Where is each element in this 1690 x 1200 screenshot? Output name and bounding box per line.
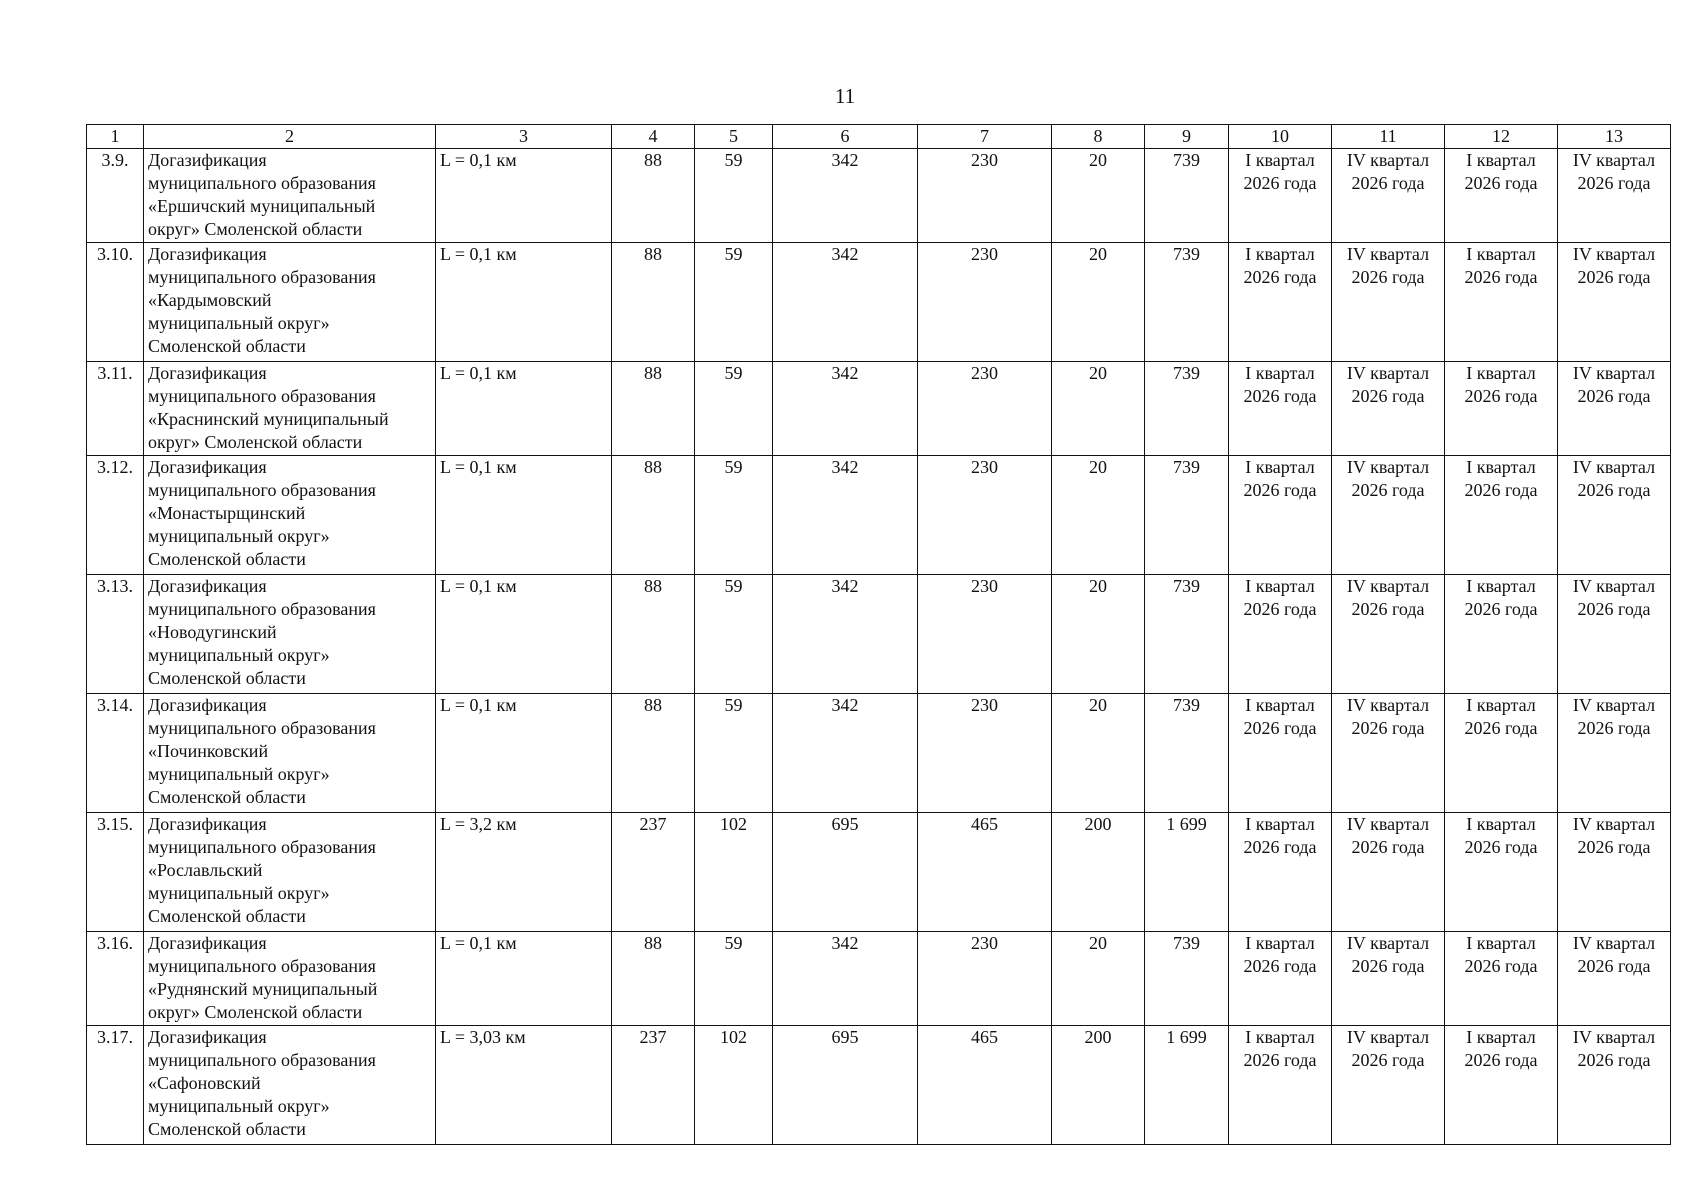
object-name-cell-line: «Новодугинский — [148, 622, 277, 642]
quarter-cell-11 — [1332, 813, 1445, 932]
row-number-cell: 3.15. — [87, 813, 144, 932]
quarter-cell-12-line: 2026 года — [1464, 1050, 1538, 1070]
object-name-cell-line: «Рославльский — [148, 860, 263, 880]
quarter-cell-11 — [1332, 694, 1445, 813]
header-cell: 6 — [773, 125, 918, 149]
object-name-cell-line: Догазификация — [148, 150, 267, 170]
object-name-cell — [144, 362, 436, 456]
quarter-cell-10 — [1229, 1026, 1332, 1145]
quarter-cell-13-line: IV квартал — [1572, 457, 1656, 477]
object-name-cell — [144, 456, 436, 575]
object-name-cell-line: «Сафоновский — [148, 1073, 261, 1093]
quarter-cell-13-line: 2026 года — [1577, 480, 1651, 500]
row-number-cell: 3.9. — [87, 149, 144, 243]
object-name-cell-line: Догазификация — [148, 1027, 267, 1047]
quarter-cell-13 — [1558, 932, 1671, 1026]
length-cell: L = 3,2 км — [436, 813, 612, 932]
quarter-cell-11-line: 2026 года — [1351, 1050, 1425, 1070]
quarter-cell-12-line: I квартал — [1466, 933, 1536, 953]
value-cell-5: 102 — [695, 1026, 773, 1145]
value-cell-6: 342 — [773, 362, 918, 456]
header-cell: 3 — [436, 125, 612, 149]
value-cell-4: 88 — [612, 456, 695, 575]
quarter-cell-11-line: IV квартал — [1346, 576, 1430, 596]
quarter-cell-11-line: IV квартал — [1346, 150, 1430, 170]
quarter-cell-13-line: 2026 года — [1577, 599, 1651, 619]
quarter-cell-13 — [1558, 243, 1671, 362]
quarter-cell-10 — [1229, 456, 1332, 575]
quarter-cell-12 — [1445, 149, 1558, 243]
quarter-cell-12-line: I квартал — [1466, 576, 1536, 596]
header-cell: 4 — [612, 125, 695, 149]
quarter-cell-12-line: 2026 года — [1464, 718, 1538, 738]
quarter-cell-11-line: 2026 года — [1351, 386, 1425, 406]
object-name-cell-line: Догазификация — [148, 814, 267, 834]
object-name-cell-line: муниципального образования — [148, 599, 376, 619]
value-cell-9: 739 — [1145, 932, 1229, 1026]
quarter-cell-10 — [1229, 932, 1332, 1026]
value-cell-6: 342 — [773, 456, 918, 575]
quarter-cell-11 — [1332, 1026, 1445, 1145]
quarter-cell-13-line: 2026 года — [1577, 267, 1651, 287]
value-cell-5: 59 — [695, 575, 773, 694]
quarter-cell-10-line: 2026 года — [1243, 956, 1317, 976]
quarter-cell-10-line: 2026 года — [1243, 267, 1317, 287]
quarter-cell-10-line: 2026 года — [1243, 718, 1317, 738]
header-cell: 7 — [918, 125, 1052, 149]
object-name-cell-line: муниципальный округ» — [148, 1096, 330, 1116]
object-name-cell-line: Догазификация — [148, 244, 267, 264]
object-name-cell-line: округ» Смоленской области — [148, 432, 363, 452]
quarter-cell-10 — [1229, 149, 1332, 243]
table-row — [87, 813, 1671, 932]
quarter-cell-12 — [1445, 813, 1558, 932]
value-cell-6: 695 — [773, 813, 918, 932]
table-row — [87, 149, 1671, 243]
value-cell-5: 59 — [695, 932, 773, 1026]
row-number-cell: 3.13. — [87, 575, 144, 694]
quarter-cell-13-line: 2026 года — [1577, 386, 1651, 406]
quarter-cell-11-line: 2026 года — [1351, 599, 1425, 619]
quarter-cell-12-line: I квартал — [1466, 457, 1536, 477]
object-name-cell-line: «Руднянский муниципальный — [148, 979, 378, 999]
quarter-cell-11 — [1332, 456, 1445, 575]
value-cell-7: 230 — [918, 362, 1052, 456]
value-cell-7: 230 — [918, 694, 1052, 813]
quarter-cell-13 — [1558, 813, 1671, 932]
quarter-cell-12-line: 2026 года — [1464, 386, 1538, 406]
quarter-cell-13 — [1558, 456, 1671, 575]
quarter-cell-13 — [1558, 362, 1671, 456]
quarter-cell-13-line: 2026 года — [1577, 718, 1651, 738]
value-cell-7: 230 — [918, 575, 1052, 694]
quarter-cell-11 — [1332, 362, 1445, 456]
header-cell: 1 — [87, 125, 144, 149]
object-name-cell-line: муниципального образования — [148, 480, 376, 500]
quarter-cell-12-line: 2026 года — [1464, 837, 1538, 857]
quarter-cell-11-line: IV квартал — [1346, 1027, 1430, 1047]
table-row — [87, 243, 1671, 362]
data-table — [86, 124, 1671, 1145]
table-body — [87, 149, 1671, 1145]
value-cell-9: 739 — [1145, 456, 1229, 575]
quarter-cell-12 — [1445, 932, 1558, 1026]
quarter-cell-12 — [1445, 694, 1558, 813]
quarter-cell-13-line: IV квартал — [1572, 363, 1656, 383]
object-name-cell-line: Смоленской области — [148, 549, 306, 569]
header-cell: 11 — [1332, 125, 1445, 149]
length-cell: L = 0,1 км — [436, 149, 612, 243]
object-name-cell — [144, 1026, 436, 1145]
value-cell-4: 88 — [612, 694, 695, 813]
object-name-cell-line: Догазификация — [148, 457, 267, 477]
quarter-cell-13-line: 2026 года — [1577, 1050, 1651, 1070]
quarter-cell-12-line: 2026 года — [1464, 173, 1538, 193]
value-cell-6: 342 — [773, 149, 918, 243]
quarter-cell-10-line: I квартал — [1245, 933, 1315, 953]
length-cell: L = 0,1 км — [436, 575, 612, 694]
value-cell-7: 465 — [918, 1026, 1052, 1145]
value-cell-4: 88 — [612, 362, 695, 456]
value-cell-6: 342 — [773, 243, 918, 362]
quarter-cell-12 — [1445, 456, 1558, 575]
table-row — [87, 575, 1671, 694]
object-name-cell — [144, 813, 436, 932]
row-number-cell: 3.17. — [87, 1026, 144, 1145]
object-name-cell-line: Догазификация — [148, 576, 267, 596]
quarter-cell-12 — [1445, 362, 1558, 456]
quarter-cell-10-line: I квартал — [1245, 457, 1315, 477]
object-name-cell — [144, 932, 436, 1026]
row-number-cell: 3.12. — [87, 456, 144, 575]
value-cell-4: 88 — [612, 149, 695, 243]
quarter-cell-10 — [1229, 243, 1332, 362]
object-name-cell-line: Догазификация — [148, 363, 267, 383]
object-name-cell — [144, 575, 436, 694]
object-name-cell — [144, 694, 436, 813]
table-row — [87, 362, 1671, 456]
object-name-cell-line: муниципального образования — [148, 956, 376, 976]
length-cell: L = 0,1 км — [436, 243, 612, 362]
value-cell-9: 739 — [1145, 694, 1229, 813]
quarter-cell-12-line: I квартал — [1466, 244, 1536, 264]
quarter-cell-11-line: IV квартал — [1346, 244, 1430, 264]
row-number-cell: 3.14. — [87, 694, 144, 813]
quarter-cell-10-line: I квартал — [1245, 576, 1315, 596]
quarter-cell-13-line: IV квартал — [1572, 576, 1656, 596]
quarter-cell-11-line: IV квартал — [1346, 695, 1430, 715]
page-number: 11 — [834, 84, 856, 108]
object-name-cell-line: «Починковский — [148, 741, 269, 761]
header-row — [87, 125, 1671, 149]
value-cell-7: 465 — [918, 813, 1052, 932]
quarter-cell-10-line: I квартал — [1245, 363, 1315, 383]
quarter-cell-10-line: 2026 года — [1243, 837, 1317, 857]
quarter-cell-13 — [1558, 1026, 1671, 1145]
quarter-cell-13-line: IV квартал — [1572, 1027, 1656, 1047]
quarter-cell-13-line: IV квартал — [1572, 814, 1656, 834]
quarter-cell-12-line: 2026 года — [1464, 267, 1538, 287]
value-cell-6: 342 — [773, 694, 918, 813]
object-name-cell-line: муниципальный округ» — [148, 645, 330, 665]
quarter-cell-11-line: 2026 года — [1351, 956, 1425, 976]
value-cell-5: 59 — [695, 243, 773, 362]
table-row — [87, 456, 1671, 575]
object-name-cell-line: Смоленской области — [148, 336, 306, 356]
value-cell-5: 59 — [695, 149, 773, 243]
quarter-cell-13-line: 2026 года — [1577, 956, 1651, 976]
quarter-cell-13-line: IV квартал — [1572, 150, 1656, 170]
object-name-cell-line: округ» Смоленской области — [148, 1002, 363, 1022]
value-cell-5: 59 — [695, 456, 773, 575]
quarter-cell-13-line: 2026 года — [1577, 173, 1651, 193]
value-cell-5: 59 — [695, 362, 773, 456]
quarter-cell-11-line: IV квартал — [1346, 933, 1430, 953]
object-name-cell — [144, 149, 436, 243]
length-cell: L = 0,1 км — [436, 456, 612, 575]
quarter-cell-10 — [1229, 813, 1332, 932]
quarter-cell-12-line: I квартал — [1466, 363, 1536, 383]
header-cell: 5 — [695, 125, 773, 149]
header-cell: 12 — [1445, 125, 1558, 149]
object-name-cell-line: Смоленской области — [148, 668, 306, 688]
quarter-cell-10-line: 2026 года — [1243, 1050, 1317, 1070]
value-cell-7: 230 — [918, 456, 1052, 575]
object-name-cell-line: муниципального образования — [148, 1050, 376, 1070]
value-cell-6: 695 — [773, 1026, 918, 1145]
object-name-cell-line: муниципального образования — [148, 267, 376, 287]
quarter-cell-12-line: 2026 года — [1464, 956, 1538, 976]
quarter-cell-12-line: 2026 года — [1464, 599, 1538, 619]
value-cell-8: 20 — [1052, 456, 1145, 575]
value-cell-8: 20 — [1052, 362, 1145, 456]
object-name-cell-line: Смоленской области — [148, 1119, 306, 1139]
object-name-cell-line: муниципального образования — [148, 837, 376, 857]
object-name-cell-line: Догазификация — [148, 695, 267, 715]
value-cell-5: 102 — [695, 813, 773, 932]
table-row — [87, 694, 1671, 813]
object-name-cell-line: «Краснинский муниципальный — [148, 409, 389, 429]
object-name-cell-line: муниципальный округ» — [148, 764, 330, 784]
object-name-cell-line: муниципальный округ» — [148, 526, 330, 546]
object-name-cell-line: Смоленской области — [148, 787, 306, 807]
object-name-cell-line: муниципального образования — [148, 386, 376, 406]
header-cell: 9 — [1145, 125, 1229, 149]
quarter-cell-11-line: 2026 года — [1351, 718, 1425, 738]
table-row — [87, 1026, 1671, 1145]
quarter-cell-12-line: I квартал — [1466, 814, 1536, 834]
value-cell-7: 230 — [918, 932, 1052, 1026]
quarter-cell-11-line: 2026 года — [1351, 837, 1425, 857]
quarter-cell-13 — [1558, 149, 1671, 243]
value-cell-8: 20 — [1052, 149, 1145, 243]
quarter-cell-10-line: I квартал — [1245, 814, 1315, 834]
quarter-cell-12 — [1445, 1026, 1558, 1145]
length-cell: L = 0,1 км — [436, 932, 612, 1026]
object-name-cell-line: «Монастырщинский — [148, 503, 306, 523]
quarter-cell-13 — [1558, 575, 1671, 694]
value-cell-9: 1 699 — [1145, 1026, 1229, 1145]
quarter-cell-11-line: 2026 года — [1351, 480, 1425, 500]
object-name-cell-line: «Кардымовский — [148, 290, 272, 310]
value-cell-9: 739 — [1145, 243, 1229, 362]
quarter-cell-11 — [1332, 932, 1445, 1026]
object-name-cell-line: округ» Смоленской области — [148, 219, 363, 239]
quarter-cell-11-line: IV квартал — [1346, 457, 1430, 477]
quarter-cell-10 — [1229, 694, 1332, 813]
quarter-cell-10 — [1229, 362, 1332, 456]
value-cell-7: 230 — [918, 149, 1052, 243]
table-header — [87, 125, 1671, 149]
quarter-cell-10-line: 2026 года — [1243, 599, 1317, 619]
quarter-cell-10 — [1229, 575, 1332, 694]
value-cell-9: 739 — [1145, 149, 1229, 243]
length-cell: L = 3,03 км — [436, 1026, 612, 1145]
value-cell-7: 230 — [918, 243, 1052, 362]
quarter-cell-10-line: 2026 года — [1243, 386, 1317, 406]
value-cell-8: 200 — [1052, 1026, 1145, 1145]
value-cell-4: 88 — [612, 932, 695, 1026]
value-cell-4: 237 — [612, 1026, 695, 1145]
quarter-cell-12-line: 2026 года — [1464, 480, 1538, 500]
quarter-cell-11-line: 2026 года — [1351, 173, 1425, 193]
quarter-cell-10-line: I квартал — [1245, 1027, 1315, 1047]
row-number-cell: 3.16. — [87, 932, 144, 1026]
quarter-cell-10-line: I квартал — [1245, 150, 1315, 170]
object-name-cell-line: «Ершичский муниципальный — [148, 196, 376, 216]
quarter-cell-13-line: IV квартал — [1572, 244, 1656, 264]
value-cell-6: 342 — [773, 575, 918, 694]
quarter-cell-11 — [1332, 149, 1445, 243]
length-cell: L = 0,1 км — [436, 694, 612, 813]
row-number-cell: 3.11. — [87, 362, 144, 456]
quarter-cell-13-line: IV квартал — [1572, 933, 1656, 953]
value-cell-8: 20 — [1052, 575, 1145, 694]
quarter-cell-10-line: I квартал — [1245, 244, 1315, 264]
value-cell-8: 200 — [1052, 813, 1145, 932]
object-name-cell-line: муниципального образования — [148, 173, 376, 193]
length-cell: L = 0,1 км — [436, 362, 612, 456]
quarter-cell-13 — [1558, 694, 1671, 813]
value-cell-8: 20 — [1052, 932, 1145, 1026]
object-name-cell — [144, 243, 436, 362]
quarter-cell-12-line: I квартал — [1466, 1027, 1536, 1047]
quarter-cell-10-line: 2026 года — [1243, 480, 1317, 500]
object-name-cell-line: муниципальный округ» — [148, 883, 330, 903]
quarter-cell-12 — [1445, 575, 1558, 694]
quarter-cell-10-line: 2026 года — [1243, 173, 1317, 193]
quarter-cell-12 — [1445, 243, 1558, 362]
value-cell-4: 88 — [612, 575, 695, 694]
object-name-cell-line: муниципального образования — [148, 718, 376, 738]
header-cell: 8 — [1052, 125, 1145, 149]
table-row — [87, 932, 1671, 1026]
header-cell: 10 — [1229, 125, 1332, 149]
value-cell-4: 88 — [612, 243, 695, 362]
value-cell-8: 20 — [1052, 694, 1145, 813]
object-name-cell-line: Догазификация — [148, 933, 267, 953]
value-cell-9: 1 699 — [1145, 813, 1229, 932]
value-cell-4: 237 — [612, 813, 695, 932]
value-cell-9: 739 — [1145, 575, 1229, 694]
quarter-cell-13-line: IV квартал — [1572, 695, 1656, 715]
quarter-cell-10-line: I квартал — [1245, 695, 1315, 715]
quarter-cell-11 — [1332, 243, 1445, 362]
quarter-cell-12-line: I квартал — [1466, 695, 1536, 715]
quarter-cell-11-line: IV квартал — [1346, 814, 1430, 834]
row-number-cell: 3.10. — [87, 243, 144, 362]
object-name-cell-line: муниципальный округ» — [148, 313, 330, 333]
quarter-cell-11-line: 2026 года — [1351, 267, 1425, 287]
quarter-cell-11-line: IV квартал — [1346, 363, 1430, 383]
value-cell-6: 342 — [773, 932, 918, 1026]
header-cell: 13 — [1558, 125, 1671, 149]
quarter-cell-11 — [1332, 575, 1445, 694]
value-cell-8: 20 — [1052, 243, 1145, 362]
header-cell: 2 — [144, 125, 436, 149]
value-cell-5: 59 — [695, 694, 773, 813]
object-name-cell-line: Смоленской области — [148, 906, 306, 926]
quarter-cell-13-line: 2026 года — [1577, 837, 1651, 857]
quarter-cell-12-line: I квартал — [1466, 150, 1536, 170]
value-cell-9: 739 — [1145, 362, 1229, 456]
